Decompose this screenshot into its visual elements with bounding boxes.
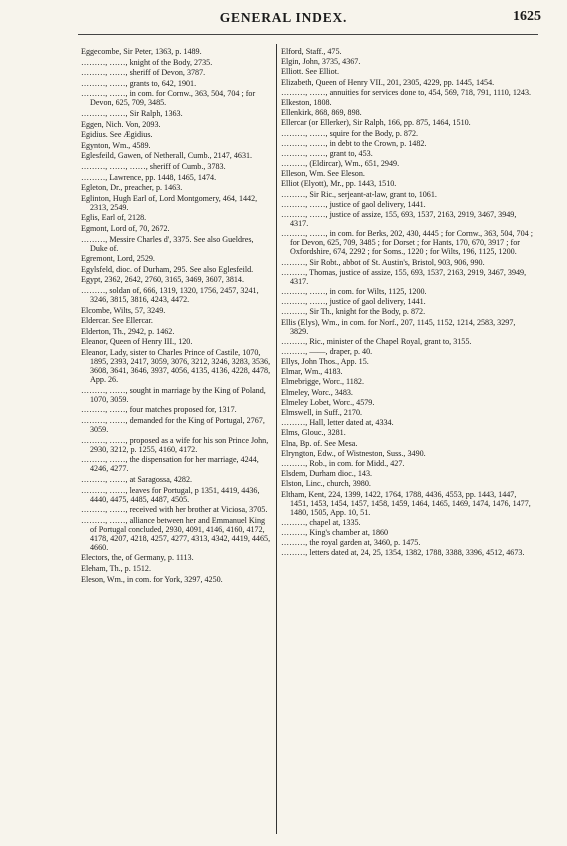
index-entry: Eggecombe, Sir Peter, 1363, p. 1489. [81,47,202,56]
index-entry: ………, Sir Robt., abbot of St. Austin's, Bristol, 903, 906, 990. [281,257,485,267]
index-entry: Elizabeth, Queen of Henry VII., 201, 2305, 4229, pp. 1445, 1454. [281,77,495,87]
index-entry: Egmont, Lord of, 70, 2672. [81,224,170,233]
index-entry: Eleham, Th., p. 1512. [81,564,151,574]
page-title: GENERAL INDEX. [219,10,348,25]
left-column [81,47,271,585]
index-entry: Elmswell, in Suff., 2170. [281,408,363,418]
index-entry: ………, ……, in com. for Cornw., 363, 504, 704 ; for Devon, 625, 709, 3485. [81,89,256,108]
index-entry: Elleson, Wm. See Eleson. [281,169,365,179]
index-entry: Elryngton, Edw., of Wistneston, Suss., 3490. [281,448,426,458]
index-entry: ………, soldan of, 666, 1319, 1320, 1756, 2457, 3241, 3246, 3815, 3816, 4243, 4472. [81,286,259,305]
index-entry: ………, Thomas, justice of assize, 155, 693, 1537, 2163, 2919, 3467, 3949, 4317. [281,267,527,286]
index-entry: ………, letters dated at, 24, 25, 1354, 1382, 1788, 3388, 3396, 4512, 4673. [281,548,525,558]
index-entry: Egidius. See Ægidius. [81,130,153,140]
index-entry: Eglis, Earl of, 2128. [81,213,147,223]
index-entry: Eltham, Kent, 224, 1399, 1422, 1764, 1788, 4436, 4553, pp. 1443, 1447, 1451, 1453, 1454, 1457, 1458, 1459, 1464, 1465, 1469, 1474, 1476, 1477, 1480, 1505, App. 10, 51. [281,489,531,517]
index-entry: ………, Lawrence, pp. 1448, 1465, 1474. [81,172,217,182]
index-entry: Eglinton, Hugh Earl of, Lord Montgomery, 464, 1442, 2313, 2549. [81,193,258,212]
index-entry: Ellenkirk, 868, 869, 898. [281,108,362,118]
index-entry: ………, ……, grants to, 642, 1901. [81,78,197,88]
index-entry: ………, Sir Ric., serjeant-at-law, grant to, 1061. [281,189,437,199]
index-entry: Egynton, Wm., 4589. [81,140,151,150]
index-entry: ………, chapel at, 1335. [281,517,361,527]
index-entry: Elcombe, Wilts, 57, 3249. [81,305,166,315]
right-column [281,47,533,559]
index-entry: Eleanor, Lady, sister to Charles Prince of Castile, 1070, 1895, 2393, 2417, 3059, 3076, 3212, 3246, 3283, 3536, 3608, 3641, 3646, 3937, 4056, 4135, 4136, 4228, 4478, App. 26. [81,348,271,385]
index-entry: Eldercar. See Ellercar. [81,316,153,326]
header-rule [78,34,538,35]
index-entry: ………, the royal garden at, 3460, p. 1475. [281,538,421,548]
index-entry: Elmar, Wm., 4183. [281,367,343,377]
index-entry: Elna, Bp. of. See Mesa. [281,438,358,448]
index-entry: ………, ……, justice of gaol delivery, 1441. [281,297,426,307]
index-entry: Elston, Linc., church, 3980. [281,479,371,489]
index-entry: ………, Ric., minister of the Chapel Royal, grant to, 3155. [281,336,472,346]
index-entry: Egleton, Dr., preacher, p. 1463. [81,183,183,193]
index-entry: ………, ……, received with her brother at Viciosa, 3705. [81,505,268,515]
index-entry: ………, ……, grant to, 453. [281,148,373,158]
index-entry: Elmeley Lobet, Worc., 4579. [281,397,375,407]
index-entry: ………, Rob., in com. for Midd., 427. [281,458,405,468]
index-entry: ………, Sir Th., knight for the Body, p. 872. [281,307,426,317]
index-entry: Elliott. See Elliot. [281,67,339,77]
index-entry: Elkeston, 1808. [281,97,332,107]
index-entry: ………, ……, proposed as a wife for his son Prince John, 2930, 3212, p. 1255, 4160, 4172. [81,435,269,454]
index-entry: Eleanor, Queen of Henry III., 120. [81,337,193,347]
index-entry: ………, ……, Sir Ralph, 1363. [81,109,183,119]
index-entry: ………, ……, sheriff of Devon, 3787. [81,68,206,78]
index-entry: Ellercar (or Ellerker), Sir Ralph, 166, pp. 875, 1464, 1510. [281,118,471,128]
index-entry: ………, ……, knight of the Body, 2735. [81,57,213,67]
index-entry: ………, ……, justice of gaol delivery, 1441. [281,199,426,209]
column-divider [276,44,277,834]
index-entry: Ellys, John Thos., App. 15. [281,357,369,367]
page-header [0,10,567,32]
index-entry: ………, Hall, letter dated at, 4334. [281,418,394,428]
index-entry: ………, Messire Charles d', 3375. See also Gueldres, Duke of. [81,234,254,253]
index-entry: Eglesfeild, Gawen, of Netherall, Cumb., 2147, 4631. [81,151,253,161]
index-entry: ………, ……, leaves for Portugal, p 1351, 4419, 4436, 4440, 4475, 4485, 4487, 4505. [81,485,260,504]
index-entry: Elmebrigge, Worc., 1182. [281,377,364,387]
index-entry: ………, (Eldircar), Wm., 651, 2949. [281,159,400,169]
index-entry: Ellis (Elys), Wm., in com. for Norf., 207, 1145, 1152, 1214, 2583, 3297, 3829. [281,317,516,336]
index-entry: ………, ……, sought in marriage by the King of Poland, 1070, 3059. [81,385,266,404]
index-entry: ………, ……, demanded for the King of Portugal, 2767, 3059. [81,416,265,435]
index-entry: Eggen, Nich. Von, 2093. [81,119,161,129]
index-entry: ………, ……, justice of assize, 155, 693, 1537, 2163, 2919, 3467, 3949, 4317. [281,210,517,229]
index-entry: ………, ……, at Saragossa, 4282. [81,474,193,484]
index-entry: ………, ……, squire for the Body, p. 872. [281,128,419,138]
index-entry: Elms, Glouc., 3281. [281,428,346,438]
index-entry: Elgin, John, 3735, 4367. [281,57,361,67]
index-entry: ………, ……, alliance between her and Emmanuel King of Portugal concluded, 2930, 4091, 4146, 4160, 4172, 4178, 4207, 4218, 4257, 4277, 4313, 4342, 4419, 4465, 4660. [81,515,271,552]
index-entry: ………, ……, in com. for Berks, 202, 430, 4445 ; for Cornw., 363, 504, 704 ; for Devon, 625, 709, 3485 ; for Dorset ; for Hants, 170, 670, 3917 ; for Oxfordshire, 674, 2292 ; for Soms., 1220 ; for Wilts, 196, 1125, 1200. [281,229,533,257]
index-entry: ………, ……, annuities for services done to, 454, 569, 718, 791, 1110, 1243. [281,87,532,97]
index-entry: ………, ……, in com. for Wilts, 1125, 1200. [281,286,427,296]
index-entry: ………, ……, four matches proposed for, 1317. [81,405,237,415]
index-entry: Elderton, Th., 2942, p. 1462. [81,326,175,336]
index-entry: Egremont, Lord, 2529. [81,254,155,264]
index-entry: ………, ……, the dispensation for her marriage, 4244, 4246, 4277. [81,455,259,474]
index-entry: Egypt, 2362, 2642, 2760, 3165, 3469, 3607, 3814. [81,275,244,285]
index-entry: ………, ——, draper, p. 40. [281,346,373,356]
index-entry: ………, ……, in debt to the Crown, p. 1482. [281,138,427,148]
index-entry: Elmeley, Worc., 3483. [281,387,353,397]
index-entry: Eleson, Wm., in com. for York, 3297, 4250. [81,574,223,584]
index-entry: Elliot (Elyott), Mr., pp. 1443, 1510. [281,179,397,189]
page-number: 1625 [513,9,541,24]
index-entry: ………, ……, ……, sheriff of Cumb., 3783. [81,161,226,171]
index-entry: Elsdem, Durham dioc., 143. [281,469,373,479]
index-entry: Elford, Staff., 475. [281,47,342,56]
index-entry: ………, King's chamber at, 1860 [281,528,389,538]
index-entry: Electors, the, of Germany, p. 1113. [81,553,194,563]
index-entry: Egylsfeld, dioc. of Durham, 295. See also Eglesfeild. [81,264,254,274]
